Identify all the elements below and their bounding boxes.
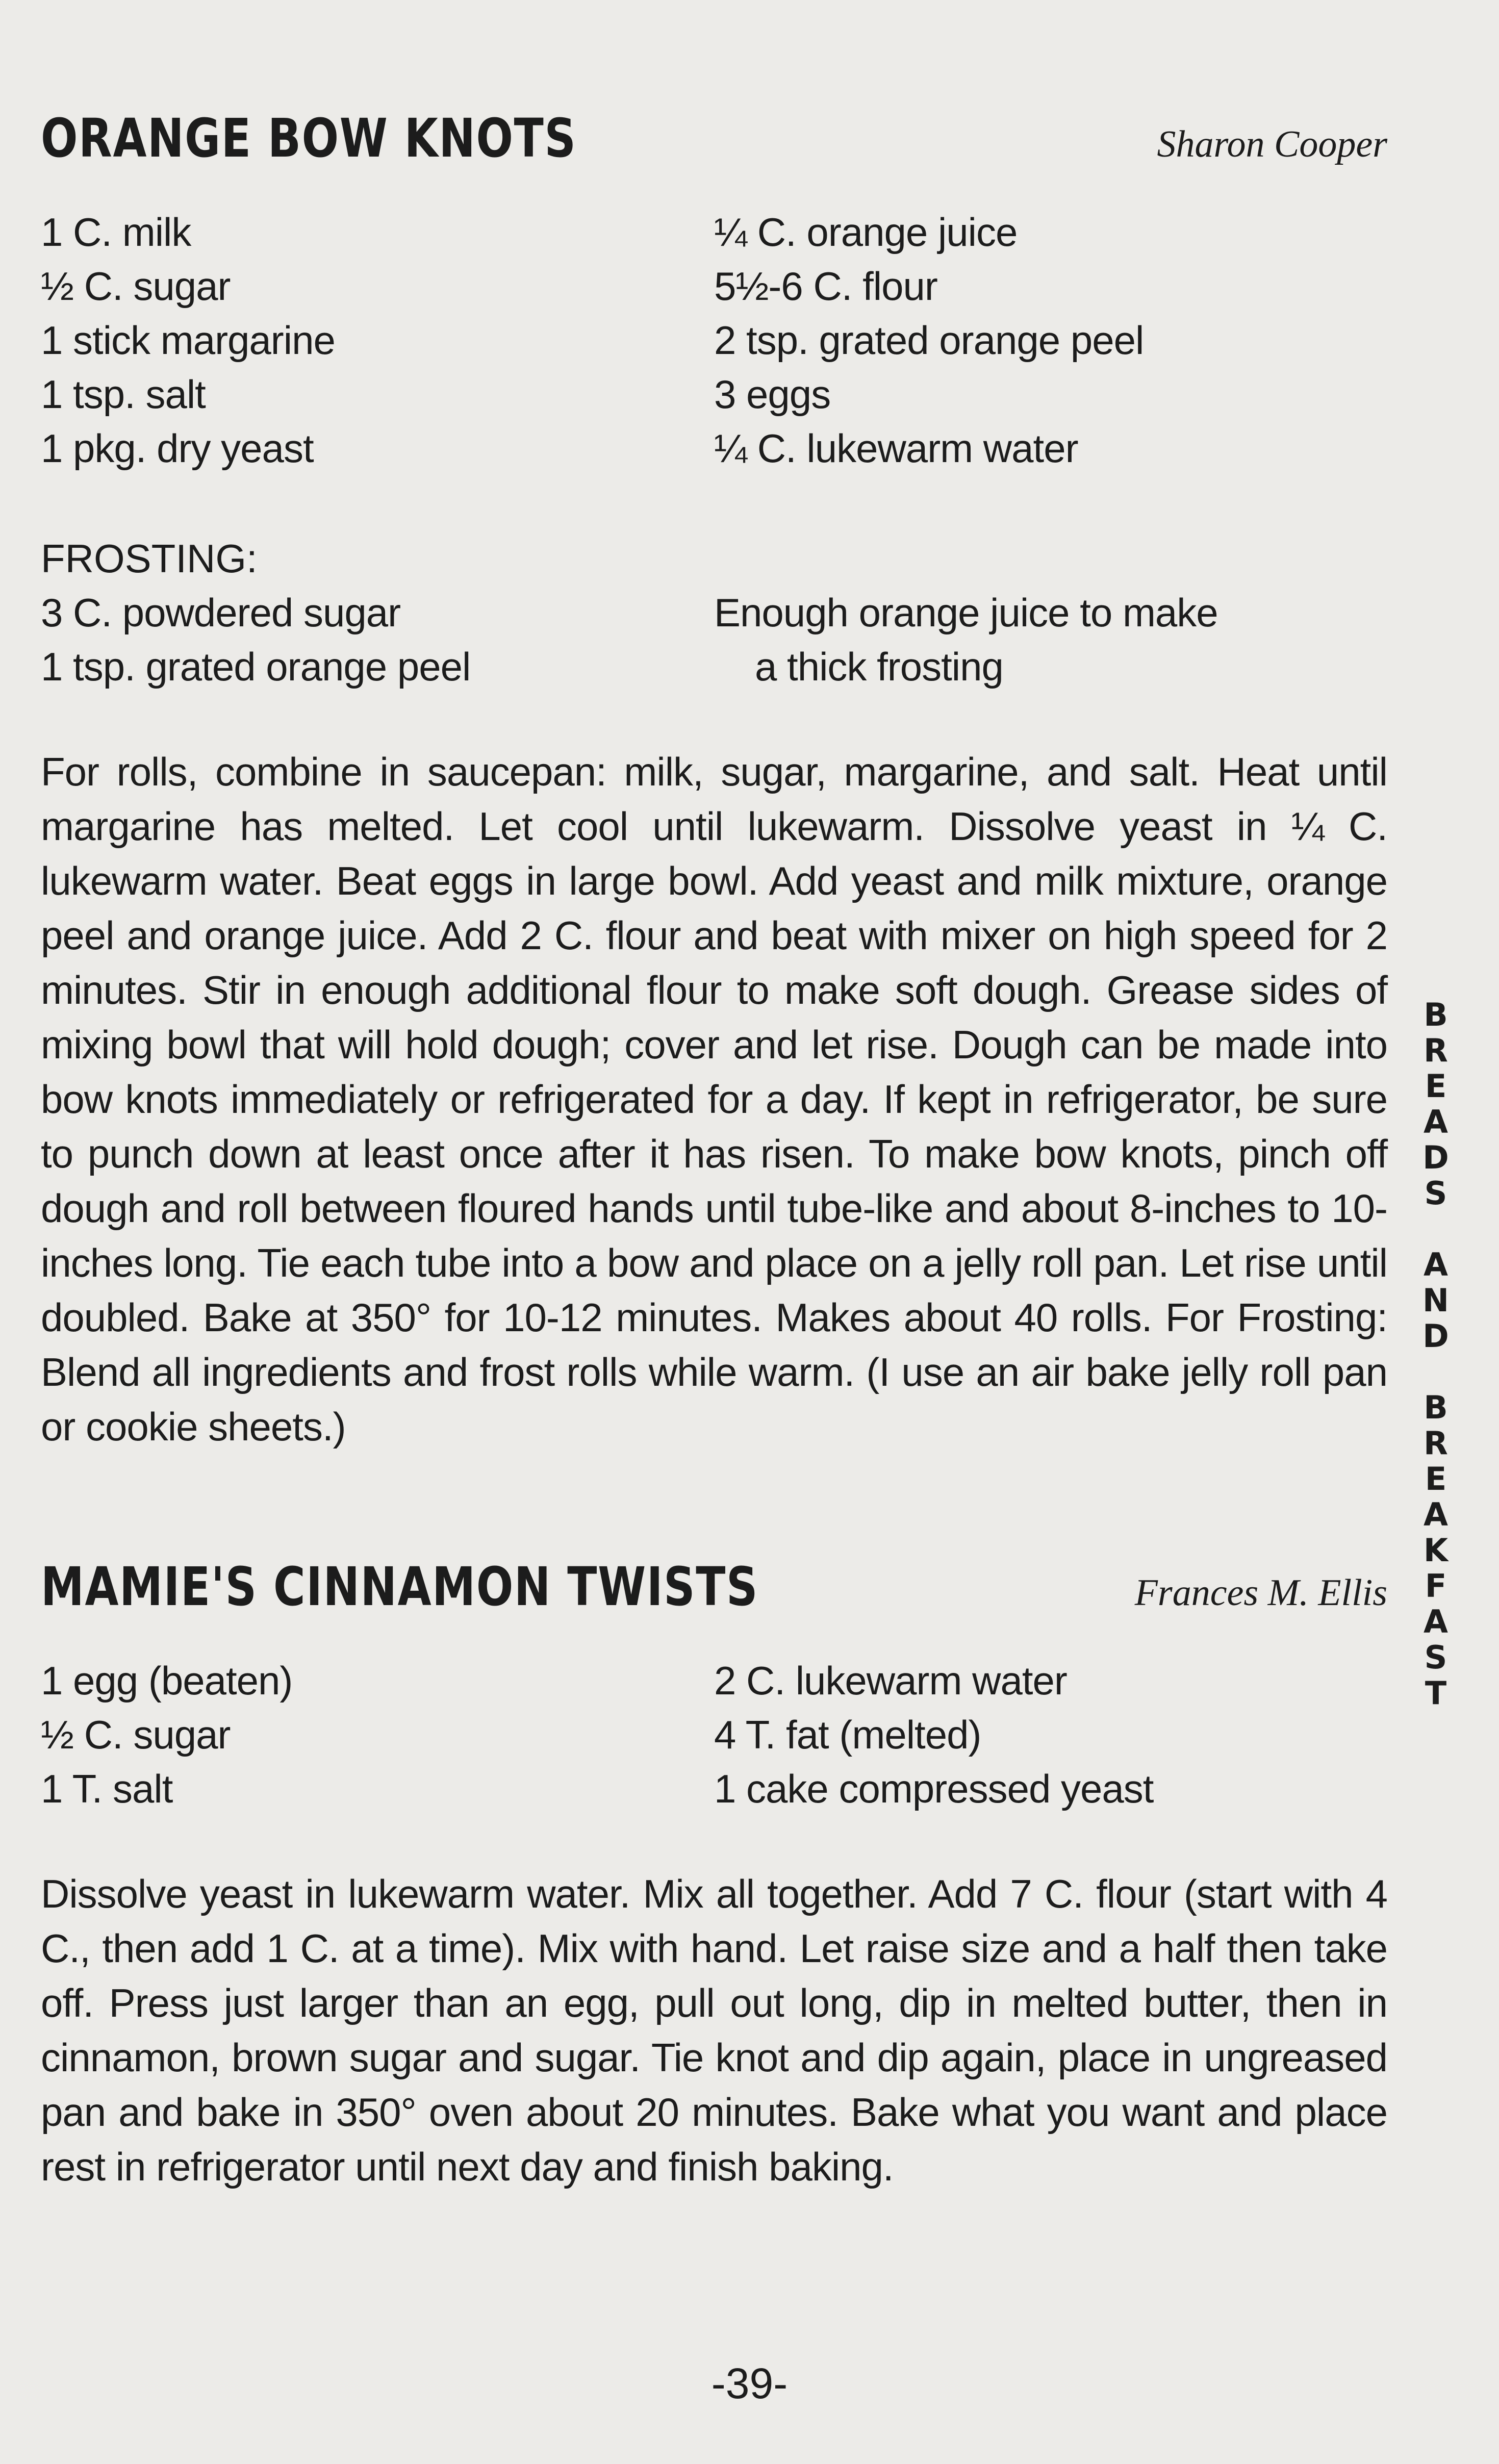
side-tab-letter: B: [1424, 996, 1448, 1033]
ingredient: 1 cake compressed yeast: [714, 1766, 1154, 1811]
section-side-tab: [1413, 997, 1459, 1711]
ingredients-left-column: [41, 205, 714, 475]
ingredient: 2 C. lukewarm water: [714, 1658, 1067, 1703]
side-tab-word-and: [1422, 1247, 1449, 1354]
recipe-orange-bow-knots: [41, 107, 1387, 1454]
recipe-header: [41, 107, 1387, 169]
ingredient: 2 tsp. grated orange peel: [714, 318, 1144, 363]
side-tab-word-breads: [1422, 997, 1449, 1211]
ingredients-right-column: [714, 205, 1387, 475]
side-tab-letter: S: [1424, 1639, 1447, 1676]
side-tab-letter: E: [1425, 1460, 1447, 1497]
side-tab-letter: E: [1425, 1068, 1447, 1105]
recipe-author: Sharon Cooper: [1157, 123, 1387, 165]
recipe-directions: For rolls, combine in saucepan: milk, sugar, margarine, and salt. Heat until margarine has melted. Let cool until lukewarm. Dissolve yeast in ¼ C. lukewarm water. Beat eggs in large bowl. Add yeast and milk mixture, orange peel and orange juice. Add 2 C. flour and beat with mixer on high speed for 2 minutes. Stir in enough additional flour to make soft dough. Grease sides of mixing bowl that will hold dough; cover and let rise. Dough can be made into bow knots immediately or refrigerated for a day. If kept in refrigerator, be sure to punch down at least once after it has risen. To make bow knots, pinch off dough and roll between floured hands until tube-like and about 8-inches to 10-inches long. Tie each tube into a bow and place on a jelly roll pan. Let rise until doubled. Bake at 350° for 10-12 minutes. Makes about 40 rolls. For Frosting: Blend all ingredients and frost rolls while warm. (I use an air bake jelly roll pan or cookie sheets.): [41, 749, 1387, 1449]
side-tab-letter: A: [1424, 1496, 1448, 1533]
frosting-label: FROSTING:: [41, 536, 258, 581]
ingredient: 5½-6 C. flour: [714, 264, 937, 309]
recipe-directions: Dissolve yeast in lukewarm water. Mix all together. Add 7 C. flour (start with 4 C., then add 1 C. at a time). Mix with hand. Let raise size and a half then take off. Press just larger than an egg, pull out long, dip in melted butter, then in cinnamon, brown sugar and sugar. Tie knot and dip again, place in ungreased pan and bake in 350° oven about 20 minutes. Bake what you want and place rest in refrigerator until next day and finish baking.: [41, 1871, 1387, 2189]
side-tab-letter: B: [1424, 1389, 1448, 1426]
ingredients: [41, 1654, 1387, 1816]
frosting-ingredients: [41, 586, 1387, 694]
ingredient: 1 stick margarine: [41, 318, 335, 363]
ingredient: 1 egg (beaten): [41, 1658, 293, 1703]
side-tab-letter: A: [1424, 1246, 1448, 1283]
side-tab-word-breakfast: [1424, 1390, 1448, 1711]
ingredient: 3 eggs: [714, 372, 831, 417]
page-number: -39-: [711, 2359, 788, 2407]
ingredients: [41, 205, 1387, 475]
side-tab-letter: R: [1424, 1032, 1448, 1069]
ingredient: 1 tsp. grated orange peel: [41, 644, 471, 689]
ingredients-left-column: [41, 1654, 714, 1816]
side-tab-letter: K: [1423, 1532, 1449, 1569]
ingredient: 4 T. fat (melted): [714, 1712, 981, 1757]
ingredient: 1 C. milk: [41, 210, 191, 255]
side-tab-letter: S: [1424, 1175, 1447, 1212]
ingredient: ½ C. sugar: [41, 1712, 231, 1757]
ingredient: 1 pkg. dry yeast: [41, 426, 314, 471]
ingredient: Enough orange juice to make: [714, 590, 1218, 635]
ingredients-right-column: [714, 1654, 1387, 1816]
side-tab-letter: R: [1424, 1425, 1448, 1462]
frosting-left-column: [41, 586, 714, 694]
ingredient: ¼ C. lukewarm water: [714, 426, 1078, 471]
ingredient: ¼ C. orange juice: [714, 210, 1018, 255]
ingredient: 1 T. salt: [41, 1766, 173, 1811]
ingredient: 3 C. powdered sugar: [41, 590, 401, 635]
side-tab-letter: A: [1424, 1103, 1448, 1140]
side-tab-letter: F: [1425, 1567, 1447, 1605]
side-tab-letter: D: [1422, 1317, 1449, 1355]
side-tab-letter: T: [1425, 1674, 1447, 1712]
ingredient: 1 tsp. salt: [41, 372, 206, 417]
recipe-author: Frances M. Ellis: [1134, 1572, 1387, 1614]
frosting-right-column: [714, 586, 1387, 694]
ingredient: a thick frosting: [755, 644, 1003, 689]
ingredient: ½ C. sugar: [41, 264, 231, 309]
recipe-mamies-cinnamon-twists: [41, 1556, 1387, 2194]
recipe-header: [41, 1556, 1387, 1618]
side-tab-letter: D: [1422, 1139, 1449, 1176]
recipe-title: MAMIE'S CINNAMON TWISTS: [41, 1556, 759, 1618]
side-tab-letter: N: [1422, 1282, 1449, 1319]
side-tab-letter: A: [1424, 1603, 1448, 1640]
recipe-title: ORANGE BOW KNOTS: [41, 107, 577, 169]
